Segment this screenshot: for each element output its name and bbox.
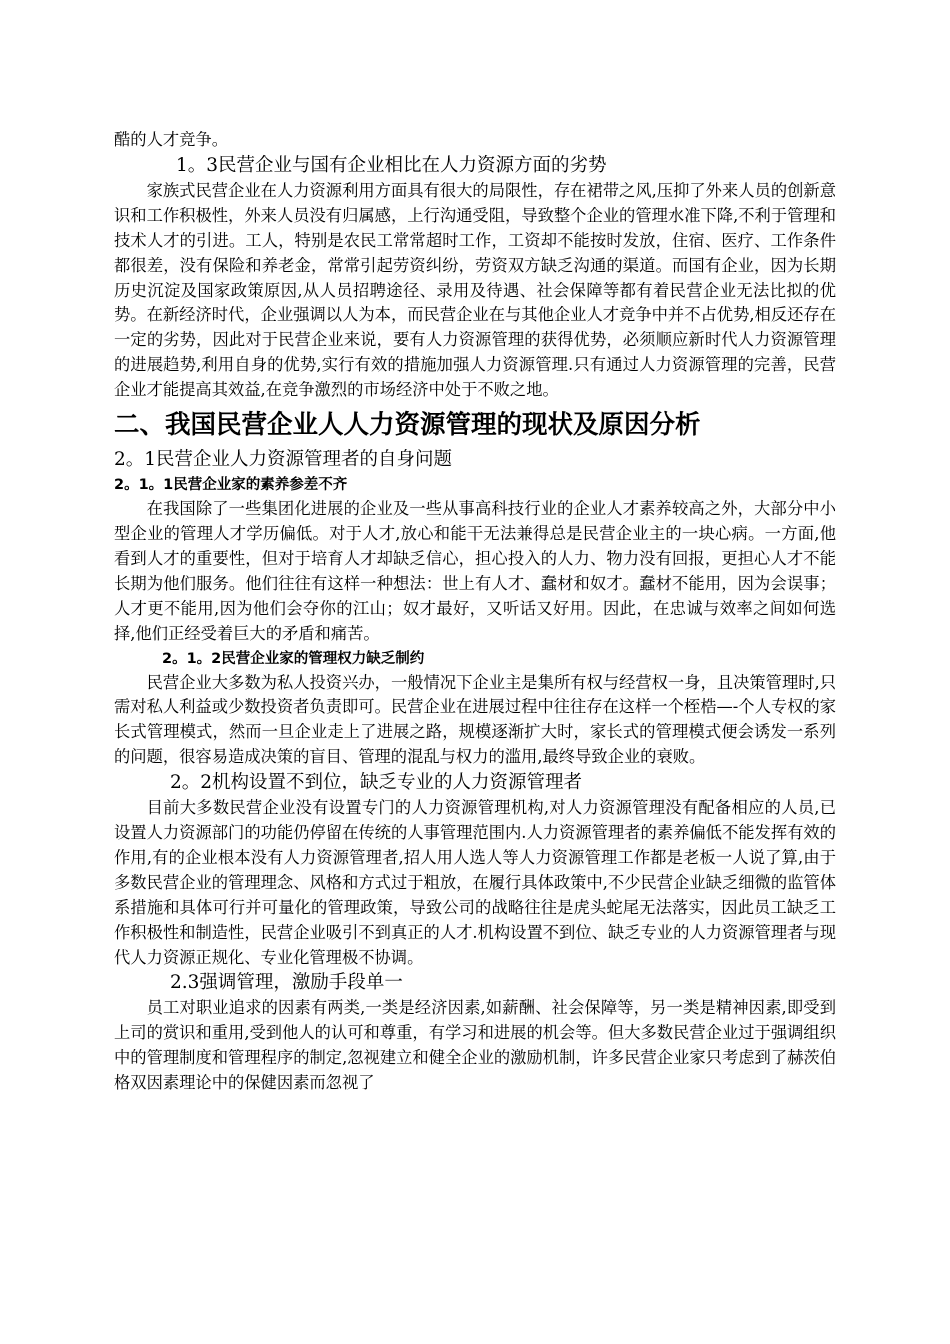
heading-1-3: 1。3民营企业与国有企业相比在人力资源方面的劣势 <box>176 154 607 176</box>
heading-section-2: 二、我国民营企业人人力资源管理的现状及原因分析 <box>114 410 701 441</box>
heading-2-2: 2。2机构设置不到位，缺乏专业的人力资源管理者 <box>170 772 583 794</box>
paragraph-2-1-1: 在我国除了一些集团化进展的企业及一些从事高科技行业的企业人才素养较高之外，大部分中小型企业的管理人才学历偏低。对于人才,放心和能干无法兼得总是民营企业主的一块心病。一方面,他看到人才的重要性，但对于培育人才却缺乏信心，担心投入的人力、物力没有回报，更担心人才不能长期为他们服务。他们往往有这样一种想法：世上有人才、蠢材和奴才。蠢材不能用，因为会误事；人才更不能用,因为他们会夺你的江山；奴才最好，又听话又好用。因此，在忠诚与效率之间如何选择,他们正经受着巨大的矛盾和痛苦。 <box>114 499 836 643</box>
paragraph-2-2: 目前大多数民营企业没有设置专门的人力资源管理机构,对人力资源管理没有配备相应的人员,已设置人力资源部门的功能仍停留在传统的人事管理范围内.人力资源管理者的素养偏低不能发挥有效的作用,有的企业根本没有人力资源管理者,招人用人选人等人力资源管理工作都是老板一人说了算,由于多数民营企业的管理理念、风格和方式过于粗放，在履行具体政策中,不少民营企业缺乏细微的监管体系措施和具体可行并可量化的管理政策，导致公司的战略往往是虎头蛇尾无法落实，因此员工缺乏工作积极性和制造性，民营企业吸引不到真正的人才.机构设置不到位、缺乏专业的人力资源管理者与现代人力资源正规化、专业化管理极不协调。 <box>114 798 836 967</box>
paragraph-1-3: 家族式民营企业在人力资源利用方面具有很大的局限性，存在裙带之风,压抑了外来人员的创新意识和工作积极性，外来人员没有归属感，上行沟通受阻，导致整个企业的管理水准下降,不利于管理和技术人才的引进。工人，特别是农民工常常超时工作，工资却不能按时发放，住宿、医疗、工作条件都很差，没有保险和养老金，常常引起劳资纠纷，劳资双方缺乏沟通的渠道。而国有企业，因为长期历史沉淀及国家政策原因,从人员招聘途径、录用及待遇、社会保障等都有着民营企业无法比拟的优势。在新经济时代，企业强调以人为本，而民营企业在与其他企业人才竞争中并不占优势,相反还存在一定的劣势，因此对于民营企业来说，要有人力资源管理的获得优势，必须顺应新时代人力资源管理的进展趋势,利用自身的优势,实行有效的措施加强人力资源管理.只有通过人力资源管理的完善，民营企业才能提高其效益,在竞争激烈的市场经济中处于不败之地。 <box>114 180 836 400</box>
paragraph-2-1-2: 民营企业大多数为私人投资兴办，一般情况下企业主是集所有权与经营权一身，且决策管理时,只需对私人利益或少数投资者负责即可。民营企业在进展过程中往往存在这样一个桎梏—-个人专权的家长式管理模式，然而一旦企业走上了进展之路，规模逐渐扩大时，家长式的管理模式便会诱发一系列的问题，很容易造成决策的盲目、管理的混乱与权力的滥用,最终导致企业的衰败。 <box>114 672 836 767</box>
document-page <box>114 128 836 1096</box>
paragraph-continuation: 酷的人才竞争。 <box>114 130 228 149</box>
paragraph-2-3: 员工对职业追求的因素有两类,一类是经济因素,如薪酬、社会保障等，另一类是精神因素,即受到上司的赏识和重用,受到他人的认可和尊重，有学习和进展的机会等。但大多数民营企业过于强调组织中的管理制度和管理程序的制定,忽视建立和健全企业的激励机制，许多民营企业家只考虑到了赫茨伯格双因素理论中的保健因素而忽视了 <box>114 998 836 1093</box>
heading-2-1: 2。1民营企业人力资源管理者的自身问题 <box>114 449 453 471</box>
heading-2-1-2: 2。1。2民营企业家的管理权力缺乏制约 <box>162 650 425 667</box>
heading-2-3: 2.3强调管理，激励手段单一 <box>170 972 403 994</box>
heading-2-1-1: 2。1。1民营企业家的素养参差不齐 <box>114 477 348 494</box>
